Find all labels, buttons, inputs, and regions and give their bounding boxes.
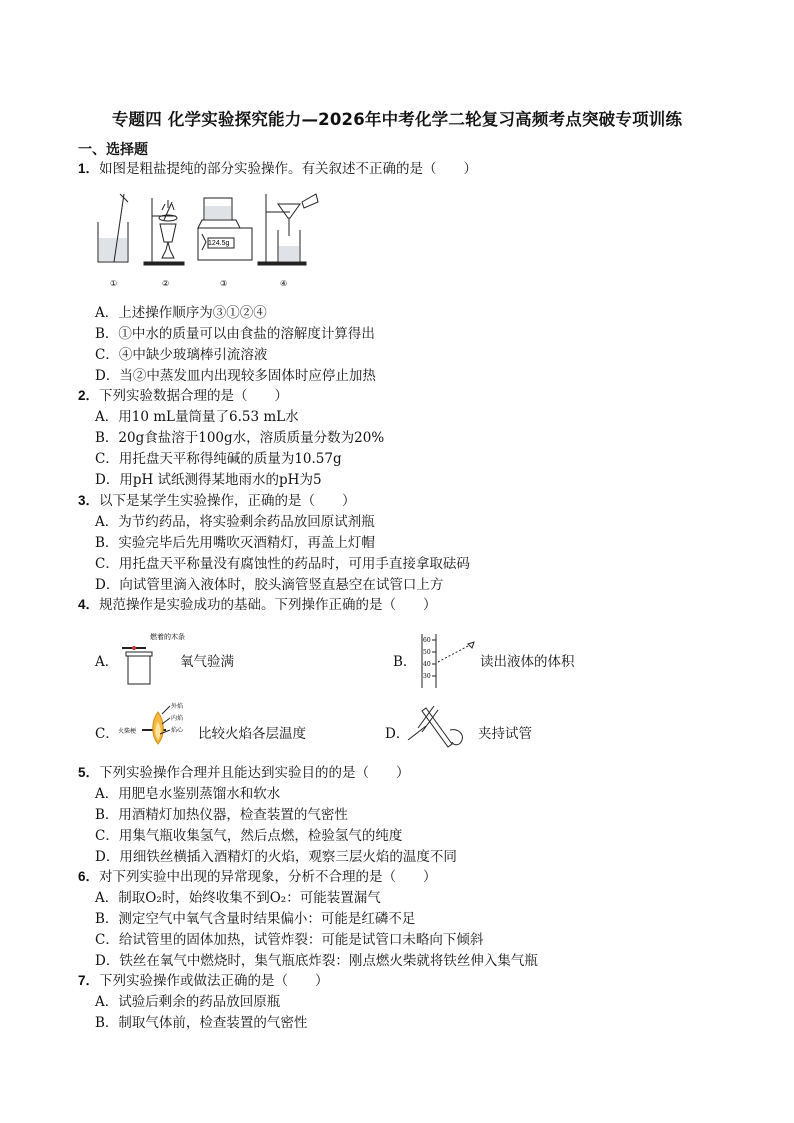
q5-option-c: C．用集气瓶收集氢气，然后点燃，检验氢气的纯度 (95, 828, 403, 844)
q4-option-c-caption: 比较火焰各层温度 (198, 726, 306, 742)
tick-30: 30 (423, 673, 431, 680)
q1-option-a: A．上述操作顺序为③①②④ (95, 305, 267, 321)
q2-option-d: D．用pH 试纸测得某地雨水的pH为5 (95, 472, 322, 488)
q2-option-b: B．20g食盐溶于100g水，溶质质量分数为20% (95, 430, 385, 446)
q6-option-c: C．给试管里的固体加热，试管炸裂：可能是试管口未略向下倾斜 (95, 932, 484, 948)
question-1-stem: 1．如图是粗盐提纯的部分实验操作。有关叙述不正确的是（ ） (78, 161, 478, 177)
beaker-with-rod-diagram (98, 194, 128, 262)
outer-flame-label: 外焰 (171, 703, 184, 710)
splint-label: 燃着的木条 (150, 633, 185, 641)
q1-option-d: D．当②中蒸发皿内出现较多固体时应停止加热 (95, 368, 376, 384)
q7-option-a: A．试验后剩余的药品放回原瓶 (95, 994, 281, 1010)
question-2-stem: 2．下列实验数据合理的是（ ） (78, 388, 289, 404)
balance-diagram (198, 198, 252, 260)
q3-option-b: B．实验完毕后先用嘴吹灭酒精灯，再盖上灯帽 (95, 535, 375, 551)
q1-option-c: C．④中缺少玻璃棒引流溶液 (95, 347, 268, 363)
q3-option-d: D．向试管里滴入液体时，胶头滴管竖直悬空在试管口上方 (95, 577, 444, 593)
question-7-stem: 7．下列实验操作或做法正确的是（ ） (78, 973, 329, 989)
tick-60: 60 (423, 637, 431, 644)
tick-40: 40 (423, 661, 431, 668)
section-heading: 一、选择题 (78, 142, 148, 158)
q4-option-b-caption: 读出液体的体积 (480, 654, 575, 670)
q4-option-a-caption: 氧气验满 (180, 654, 234, 670)
q6-option-a: A．制取O₂时，始终收集不到O₂：可能装置漏气 (95, 890, 381, 906)
fig1-label-3: ③ (220, 279, 228, 288)
q4-option-d-caption: 夹持试管 (478, 726, 532, 742)
oxygen-test-diagram (120, 630, 185, 688)
q5-option-a: A．用肥皂水鉴别蒸馏水和软水 (95, 786, 281, 802)
q4-option-b-label: B． (393, 654, 417, 670)
question-5-stem: 5．下列实验操作合理并且能达到实验目的的是（ ） (78, 765, 410, 781)
q6-option-b: B．测定空气中氧气含量时结果偏小：可能是红磷不足 (95, 911, 416, 927)
q5-option-b: B．用酒精灯加热仪器，检查装置的气密性 (95, 807, 348, 823)
q2-option-c: C．用托盘天平称得纯碱的质量为10.57g (95, 451, 342, 467)
evaporation-diagram (144, 198, 184, 265)
flame-layers-diagram (118, 700, 198, 748)
flame-core-label: 焰心 (171, 727, 184, 734)
q4-option-d-label: D． (385, 726, 410, 742)
q3-option-a: A．为节约药品，将实验剩余药品放回原试剂瓶 (95, 514, 375, 530)
q4-option-c-label: C． (95, 726, 119, 742)
q5-option-d: D．用细铁丝横插入酒精灯的火焰，观察三层火焰的温度不同 (95, 849, 457, 865)
question-6-stem: 6．对下列实验中出现的异常现象，分析不合理的是（ ） (78, 869, 437, 885)
tick-50: 50 (423, 649, 431, 656)
fig1-label-1: ① (110, 279, 118, 288)
inner-flame-label: 内焰 (171, 715, 184, 722)
figure-salt-purification (90, 190, 330, 294)
q2-option-a: A．用10 mL量筒量了6.53 mL水 (95, 409, 299, 425)
page-title: 专题四 化学实验探究能力—2026年中考化学二轮复习高频考点突破专项训练 (111, 110, 683, 129)
fig1-label-4: ④ (280, 279, 288, 288)
match-label: 火柴梗 (118, 728, 137, 735)
q1-option-b: B．①中水的质量可以由食盐的溶解度计算得出 (95, 326, 375, 342)
fig1-label-2: ② (162, 279, 170, 288)
q6-option-d: D．铁丝在氧气中燃烧时，集气瓶底炸裂：刚点燃火柴就将铁丝伸入集气瓶 (95, 953, 538, 969)
q3-option-c: C．用托盘天平称量没有腐蚀性的药品时，可用手直接拿取砝码 (95, 556, 470, 572)
test-tube-holder-diagram (404, 700, 474, 750)
filtration-diagram (258, 194, 318, 265)
question-3-stem: 3．以下是某学生实验操作，正确的是（ ） (78, 493, 356, 509)
q7-option-b: B．制取气体前，检查装置的气密性 (95, 1015, 308, 1031)
graduated-cylinder-diagram (418, 632, 478, 690)
balance-reading: 124.5g (208, 240, 230, 247)
question-4-stem: 4．规范操作是实验成功的基础。下列操作正确的是（ ） (78, 597, 437, 613)
q4-option-a-label: A． (95, 654, 119, 670)
